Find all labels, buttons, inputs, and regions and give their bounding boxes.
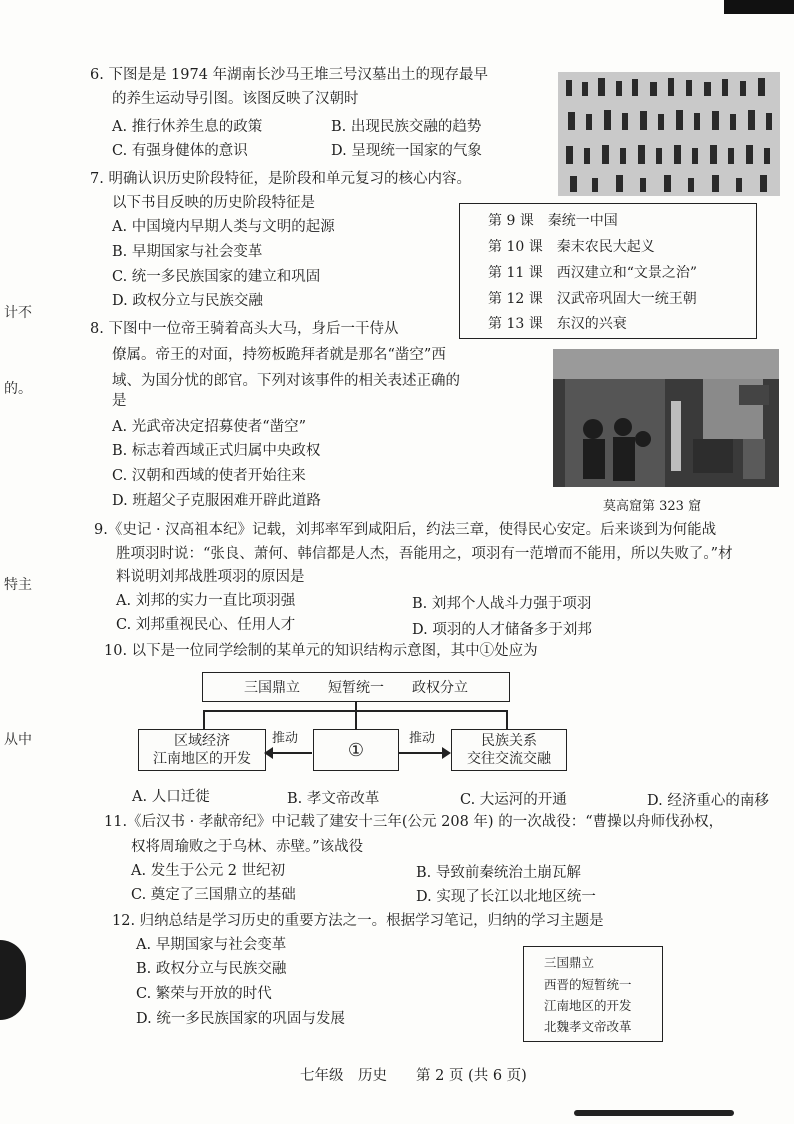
q9-stem: 料说明刘邦战胜项羽的原因是 — [116, 569, 305, 585]
q9-option-c: C. 刘邦重视民心、任用人才 — [116, 617, 296, 633]
arrowhead-left — [264, 747, 273, 759]
q10-option-c: C. 大运河的开通 — [460, 792, 567, 808]
margin-fragment: 从中 — [4, 732, 32, 748]
binding-hole-shadow — [0, 940, 26, 1020]
q11-option-c: C. 奠定了三国鼎立的基础 — [131, 887, 296, 903]
q8-stem: 8. 下图中一位帝王骑着高头大马，身后一干侍从 — [90, 321, 399, 337]
q7-stem: 以下书目反映的历史阶段特征是 — [112, 195, 315, 211]
q8-stem: 域、为国分忧的郎官。下列对该事件的相关表述正确的 — [112, 373, 460, 389]
q6-option-b: B. 出现民族交融的趋势 — [331, 119, 482, 135]
q7-option-a: A. 中国境内早期人类与文明的起源 — [112, 219, 335, 235]
q8-option-d: D. 班超父子克服困难开辟此道路 — [112, 493, 321, 509]
connector-line — [203, 710, 205, 730]
arrow-label-right: 推动 — [409, 731, 436, 746]
arrow-label-left: 推动 — [272, 731, 299, 746]
q7-option-c: C. 统一多民族国家的建立和巩固 — [112, 269, 321, 285]
scan-edge — [724, 0, 794, 14]
right-box-title: 民族关系 — [481, 733, 537, 749]
lesson-item: 第 13 课 东汉的兴衰 — [488, 316, 627, 332]
q10-stem: 10. 以下是一位同学绘制的某单元的知识结构示意图，其中①处应为 — [104, 643, 538, 659]
margin-fragment: 的。 — [4, 381, 32, 397]
note-item: 北魏孝文帝改革 — [544, 1019, 632, 1034]
daoyin-tu-image — [558, 72, 780, 196]
left-box-title: 区域经济 — [174, 733, 230, 749]
mogao-caption: 莫高窟第 323 窟 — [603, 499, 702, 514]
scan-edge — [574, 1110, 734, 1116]
q9-stem: 9.《史记 · 汉高祖本纪》记载，刘邦率军到咸阳后，约法三章，使得民心安定。后来谈到为何能战 — [94, 522, 717, 538]
q8-stem: 僚属。帝王的对面，持笏板跪拜者就是那名“凿空”西 — [112, 347, 446, 363]
connector-line — [506, 710, 508, 730]
knowledge-top-box: 三国鼎立 短暂统一 政权分立 — [202, 672, 510, 702]
note-item: 三国鼎立 — [544, 955, 595, 970]
q8-option-c: C. 汉朝和西域的使者开始往来 — [112, 468, 306, 484]
knowledge-center-box: ① — [313, 729, 399, 771]
note-item: 西晋的短暂统一 — [544, 977, 632, 992]
arrowhead-right — [442, 747, 451, 759]
q8-option-a: A. 光武帝决定招募使者“凿空” — [112, 419, 307, 435]
q6-option-c: C. 有强身健体的意识 — [112, 143, 248, 159]
q12-notes-box — [523, 946, 663, 1042]
q9-option-d: D. 项羽的人才储备多于刘邦 — [412, 622, 592, 638]
q11-stem: 11.《后汉书 · 孝献帝纪》中记载了建安十三年(公元 208 年) 的一次战役：“曹操以舟师伐孙权， — [104, 814, 724, 830]
lesson-item: 第 12 课 汉武帝巩固大一统王朝 — [488, 291, 697, 307]
q7-stem: 7. 明确认识历史阶段特征，是阶段和单元复习的核心内容。 — [90, 171, 471, 187]
q8-stem: 是 — [112, 393, 127, 409]
q10-option-d: D. 经济重心的南移 — [647, 793, 769, 809]
mogao-mural-image — [553, 349, 779, 487]
margin-fragment: 特主 — [4, 577, 32, 593]
q11-option-a: A. 发生于公元 2 世纪初 — [131, 863, 286, 879]
q12-option-b: B. 政权分立与民族交融 — [136, 961, 287, 977]
q6-stem: 6. 下图是是 1974 年湖南长沙马王堆三号汉墓出土的现存最早 — [90, 67, 489, 83]
q11-option-d: D. 实现了长江以北地区统一 — [416, 889, 596, 905]
q7-option-d: D. 政权分立与民族交融 — [112, 293, 263, 309]
q12-stem: 12. 归纳总结是学习历史的重要方法之一。根据学习笔记，归纳的学习主题是 — [112, 913, 604, 929]
note-item: 江南地区的开发 — [544, 998, 632, 1013]
q6-stem: 的养生运动导引图。该图反映了汉朝时 — [112, 91, 359, 107]
q12-option-a: A. 早期国家与社会变革 — [136, 937, 287, 953]
q8-option-b: B. 标志着西域正式归属中央政权 — [112, 443, 321, 459]
margin-fragment: 计不 — [4, 305, 32, 321]
knowledge-left-box — [138, 729, 266, 771]
q9-option-b: B. 刘邦个人战斗力强于项羽 — [412, 596, 592, 612]
q6-option-d: D. 呈现统一国家的气象 — [331, 143, 482, 159]
right-box-subtitle: 交往交流交融 — [467, 751, 551, 767]
lesson-item: 第 9 课 秦统一中国 — [488, 213, 618, 229]
q6-option-a: A. 推行休养生息的政策 — [112, 119, 263, 135]
q10-option-a: A. 人口迁徙 — [132, 789, 210, 805]
q10-option-b: B. 孝文帝改革 — [287, 791, 380, 807]
lesson-item: 第 10 课 秦末农民大起义 — [488, 239, 655, 255]
left-box-subtitle: 江南地区的开发 — [153, 751, 251, 767]
knowledge-right-box — [451, 729, 567, 771]
connector-line — [355, 710, 357, 730]
q12-option-c: C. 繁荣与开放的时代 — [136, 986, 272, 1002]
q7-lesson-list-box — [459, 203, 757, 339]
q12-option-d: D. 统一多民族国家的巩固与发展 — [136, 1011, 345, 1027]
page-footer: 七年级 历史 第 2 页 (共 6 页) — [300, 1068, 527, 1084]
q11-stem: 权将周瑜败之于乌林、赤壁。”该战役 — [131, 839, 364, 855]
lesson-item: 第 11 课 西汉建立和“文景之治” — [488, 265, 698, 281]
arrow-right — [398, 752, 442, 754]
q11-option-b: B. 导致前秦统治土崩瓦解 — [416, 865, 581, 881]
q9-stem: 胜项羽时说：“张良、萧何、韩信都是人杰，吾能用之，项羽有一范增而不能用，所以失败了。”材 — [116, 546, 733, 562]
q7-option-b: B. 早期国家与社会变革 — [112, 244, 263, 260]
q9-option-a: A. 刘邦的实力一直比项羽强 — [116, 593, 296, 609]
arrow-left — [268, 752, 312, 754]
